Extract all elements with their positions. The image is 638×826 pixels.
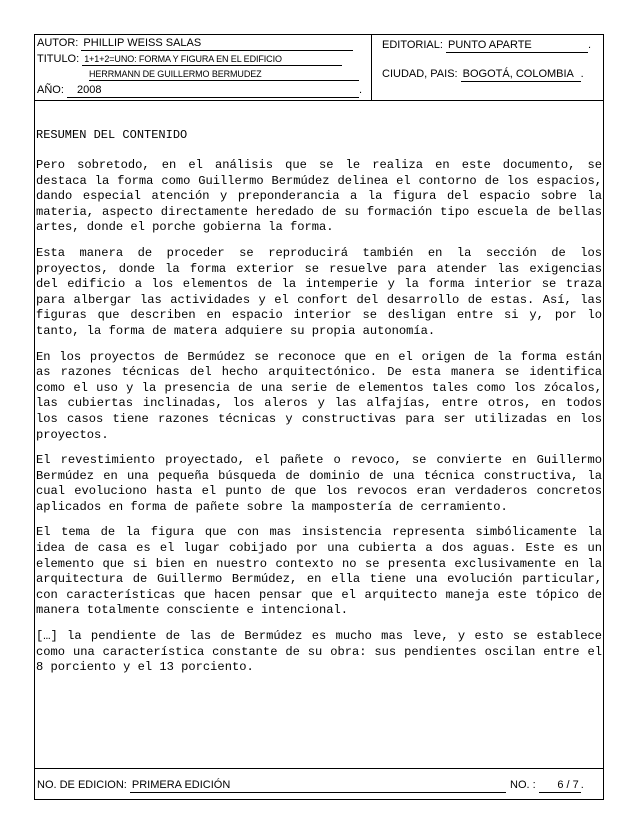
autor-label: AUTOR: — [37, 37, 79, 49]
edicion-value: PRIMERA EDICIÓN — [130, 779, 506, 793]
editorial-row: EDITORIAL: PUNTO APARTE . — [382, 39, 592, 51]
titulo-label: TITULO: — [37, 53, 80, 65]
titulo-value-1: 1+1+2=UNO: FORMA Y FIGURA EN EL EDIFICIO — [82, 53, 342, 66]
ano-value: 2008 — [67, 84, 359, 98]
paragraph: El tema de la figura que con mas insistencia representa simbólicamente la idea de casa es el lugar cobijado por una cubierta a dos aguas. Este es un elemento que si bien en nuestro contexto no se presenta exclusivamente en la arquitectura de Guillermo Bermúdez, en ella tiene una evolución particular, con características que hacen pensar que el arquitecto maneja este tópico de manera totalmente consciente e intencional. — [36, 525, 602, 618]
paragraph: En los proyectos de Bermúdez se reconoce que en el origen de la forma están as razones técnicas del hecho arquitectónico. De esta manera se identifica como el uso y la presencia de una serie de elementos tales como los zócalos, las cubiertas inclinadas, los aleros y las alfajías, entre otros, en todos los casos tiene razones técnicas y constructivas para ser utilizadas en los proyectos. — [36, 349, 602, 442]
edicion-row — [37, 779, 506, 793]
paragraph: […] la pendiente de las de Bermúdez es mucho mas leve, y esto se establece como una característica constante de su obra: sus pendientes oscilan entre el 8 porciento y el 13 porciento. — [36, 629, 602, 675]
header-divider — [371, 34, 372, 100]
ano-label: AÑO: — [37, 84, 64, 96]
editorial-label: EDITORIAL: — [382, 39, 443, 51]
autor-value: PHILLIP WEISS SALAS — [81, 37, 353, 51]
titulo-value-2: HERRMANN DE GUILLERMO BERMUDEZ — [89, 68, 359, 81]
autor-row — [37, 37, 353, 51]
ciudad-value: BOGOTÁ, COLOMBIA — [461, 68, 581, 82]
content-body — [36, 158, 602, 686]
page-number-row: NO. : 6 / 7 . — [510, 779, 584, 791]
footer-rule — [34, 768, 604, 769]
ciudad-label: CIUDAD, PAIS: — [382, 68, 458, 80]
page-number-label: NO. : — [510, 779, 536, 791]
edicion-label: NO. DE EDICION: — [37, 779, 127, 791]
paragraph: Esta manera de proceder se reproducirá también en la sección de los proyectos, donde la forma exterior se resuelve para atender las exigencias del edificio a los elementos de la intemperie y la forma interior se traza para albergar las actividades y el confort del desarrollo de estas. Así, las figuras que describen en espacio interior se desligan entre si y, por lo tanto, la forma de matera adquiere su propia autonomía. — [36, 245, 602, 338]
titulo-row-2 — [89, 68, 359, 81]
page-number-value: 6 / 7 — [539, 779, 581, 793]
titulo-row — [37, 53, 342, 66]
header-rule — [34, 100, 604, 101]
editorial-value: PUNTO APARTE — [446, 39, 588, 53]
paragraph: El revestimiento proyectado, el pañete o revoco, se convierte en Guillermo Bermúdez en una pequeña búsqueda de dominio de una técnica constructiva, la cual evoluciono hasta el punto de que los revocos eran verdaderos concretos aplicados en forma de pañete sobre la mampostería de cerramiento. — [36, 453, 602, 514]
ciudad-row: CIUDAD, PAIS: BOGOTÁ, COLOMBIA . — [382, 68, 584, 80]
section-title: RESUMEN DEL CONTENIDO — [36, 128, 188, 142]
paragraph: Pero sobretodo, en el análisis que se le realiza en este documento, se destaca la forma como Guillermo Bermúdez delinea el contorno de los espacios, dando especial atención y preponderancia a la figura del espacio sobre la materia, aspecto directamente heredado de su formación tipo escuela de bellas artes, donde el porche gobierna la forma. — [36, 158, 602, 235]
ano-row: AÑO: 2008 . — [37, 84, 363, 96]
